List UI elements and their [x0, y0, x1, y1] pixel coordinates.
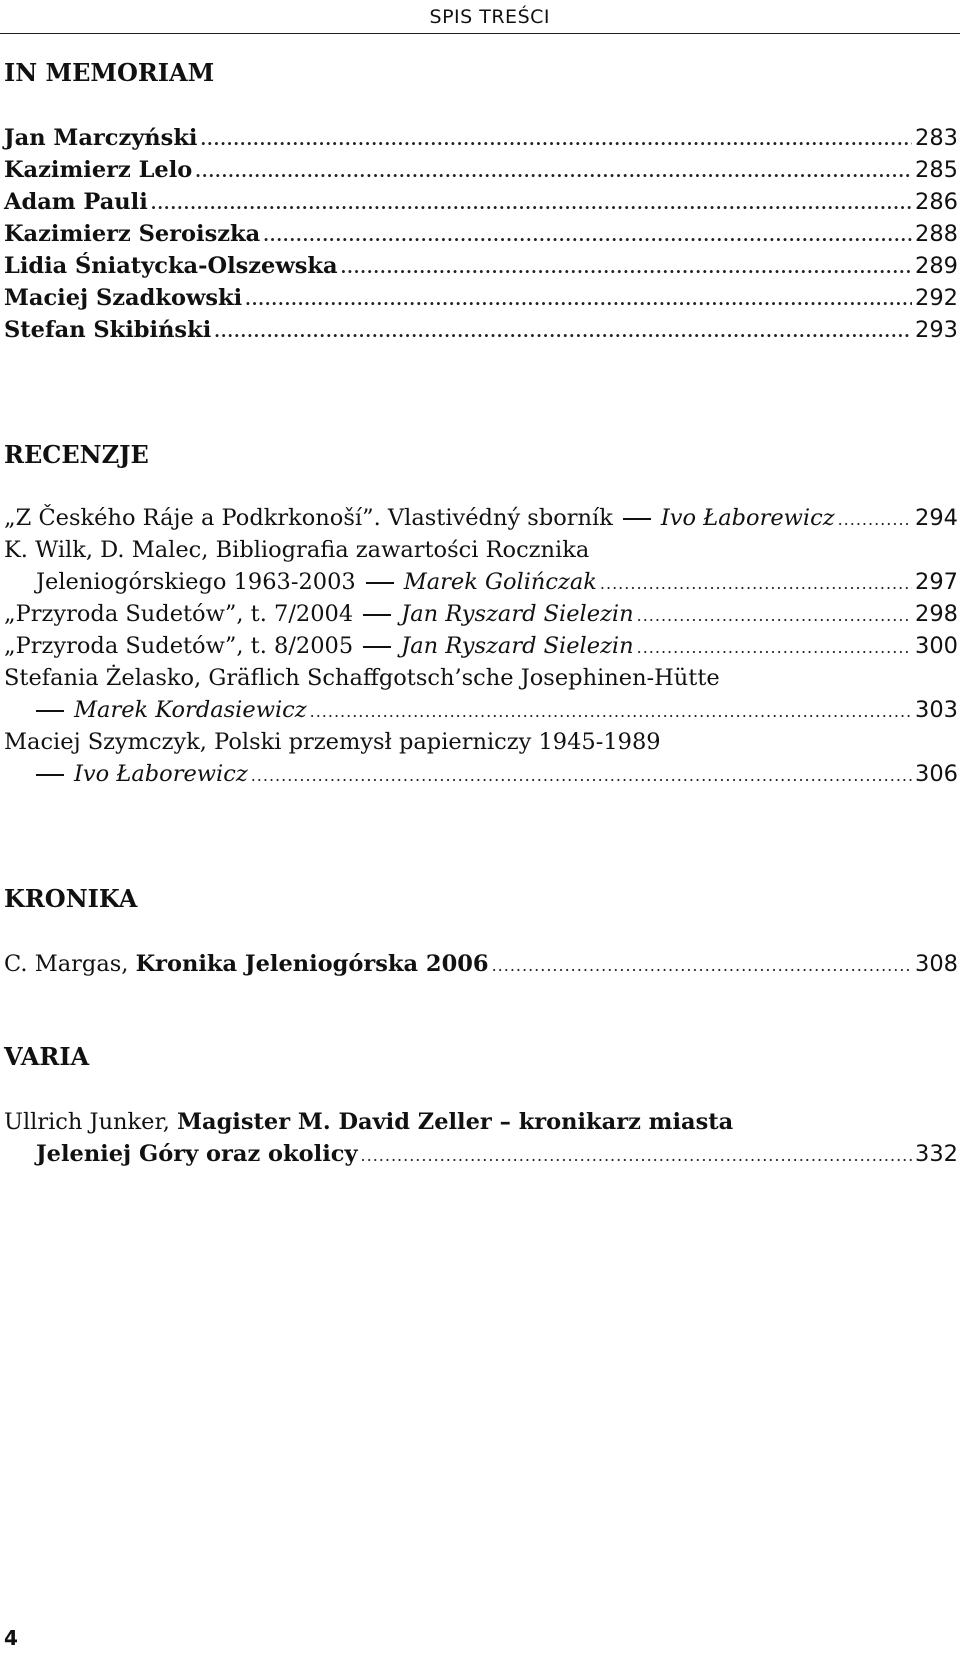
dot-leader	[361, 1140, 913, 1172]
page-number: 4	[4, 1626, 18, 1650]
entry-page: 285	[915, 157, 958, 183]
entry-page: 292	[915, 285, 958, 311]
entry-page: 297	[915, 569, 958, 595]
entry-name: Stefan Skibiński	[4, 317, 212, 343]
entry-page: 332	[915, 1141, 958, 1167]
toc-entry[interactable]	[4, 218, 958, 252]
entry-text	[4, 948, 489, 980]
entry-page: 308	[915, 951, 958, 977]
dash	[366, 582, 394, 584]
toc-entry[interactable]	[4, 598, 958, 632]
entry-name: Maciej Szadkowski	[4, 285, 243, 311]
toc-entry[interactable]	[4, 186, 958, 220]
dot-leader	[214, 316, 912, 348]
entry-title: Magister M. David Zeller – kronikarz miasta	[177, 1109, 734, 1135]
entry-name: Kazimierz Seroiszka	[4, 221, 261, 247]
toc-entry[interactable]	[36, 566, 958, 600]
toc-entry[interactable]	[4, 314, 958, 348]
entry-text-line	[4, 1106, 733, 1138]
entry-author: Marek Golińczak	[403, 569, 597, 595]
section-title-varia: VARIA	[4, 1042, 90, 1071]
entry-page: 293	[915, 317, 958, 343]
entry-text-line: Stefania Żelasko, Gräflich Schaffgotsch’sche Josephinen-Hütte	[4, 665, 720, 691]
entry-name: Jan Marczyński	[4, 125, 198, 151]
entry-text: Jeleniogórskiego 1963-2003 Marek Golińczak	[36, 569, 597, 595]
entry-page: 288	[915, 221, 958, 247]
entry-page: 303	[915, 697, 958, 723]
entry-page: 286	[915, 189, 958, 215]
entry-page: 300	[915, 633, 958, 659]
dash	[363, 646, 391, 648]
entry-author: Marek Kordasiewicz	[74, 697, 307, 723]
toc-entry[interactable]	[4, 948, 958, 982]
entry-text: „Przyroda Sudetów”, t. 8/2005 Jan Ryszard Sielezin	[4, 633, 634, 659]
toc-entry[interactable]	[36, 1138, 958, 1172]
dot-leader	[310, 696, 912, 728]
entry-title: Kronika Jeleniogórska 2006	[135, 951, 489, 977]
entry-text	[36, 758, 248, 790]
dot-leader	[341, 252, 912, 284]
entry-text	[36, 694, 307, 726]
entry-author: Ullrich Junker,	[4, 1109, 170, 1135]
entry-name: Kazimierz Lelo	[4, 157, 193, 183]
toc-entry[interactable]	[4, 122, 958, 156]
section-title-recenzje: RECENZJE	[4, 440, 149, 469]
entry-page: 289	[915, 253, 958, 279]
dash	[36, 710, 64, 712]
dot-leader	[492, 950, 912, 982]
toc-entry[interactable]	[4, 630, 958, 664]
entry-author: C. Margas,	[4, 951, 129, 977]
dash	[36, 774, 64, 776]
entry-author: Ivo Łaborewicz	[660, 505, 835, 531]
entry-text-line: K. Wilk, D. Malec, Bibliografia zawartości Rocznika	[4, 537, 590, 563]
dash	[363, 614, 391, 616]
section-title-in-memoriam: IN MEMORIAM	[4, 58, 215, 87]
dot-leader	[263, 220, 912, 252]
entry-page: 306	[915, 761, 958, 787]
entry-name: Adam Pauli	[4, 189, 148, 215]
entry-page: 294	[915, 505, 958, 531]
dot-leader	[637, 600, 912, 632]
toc-entry[interactable]	[4, 282, 958, 316]
entry-author: Jan Ryszard Sielezin	[401, 601, 634, 627]
toc-entry[interactable]	[36, 758, 958, 792]
dot-leader	[600, 568, 912, 600]
dot-leader	[245, 284, 912, 316]
dot-leader	[195, 156, 912, 188]
dot-leader	[838, 504, 912, 536]
section-title-kronika: KRONIKA	[4, 884, 138, 913]
dash	[623, 518, 651, 520]
toc-entry[interactable]	[36, 694, 958, 728]
toc-entry[interactable]	[4, 154, 958, 188]
entry-name: Lidia Śniatycka-Olszewska	[4, 253, 338, 279]
entry-page: 298	[915, 601, 958, 627]
entry-text: „Z Českého Ráje a Podkrkonoší”. Vlastivédný sborník Ivo Łaborewicz	[4, 505, 835, 531]
entry-text-line: Maciej Szymczyk, Polski przemysł papierniczy 1945-1989	[4, 729, 661, 755]
entry-page: 283	[915, 125, 958, 151]
dot-leader	[151, 188, 912, 220]
dot-leader	[251, 760, 912, 792]
entry-text: „Przyroda Sudetów”, t. 7/2004 Jan Ryszard Sielezin	[4, 601, 634, 627]
toc-entry[interactable]	[4, 502, 958, 536]
entry-author: Ivo Łaborewicz	[74, 761, 248, 787]
dot-leader	[637, 632, 912, 664]
dot-leader	[200, 124, 912, 156]
entry-author: Jan Ryszard Sielezin	[401, 633, 634, 659]
running-head-title: SPIS TREŚCI	[429, 6, 550, 28]
running-head	[0, 3, 960, 34]
toc-entry[interactable]	[4, 250, 958, 284]
entry-title: Jeleniej Góry oraz okolicy	[36, 1141, 358, 1167]
